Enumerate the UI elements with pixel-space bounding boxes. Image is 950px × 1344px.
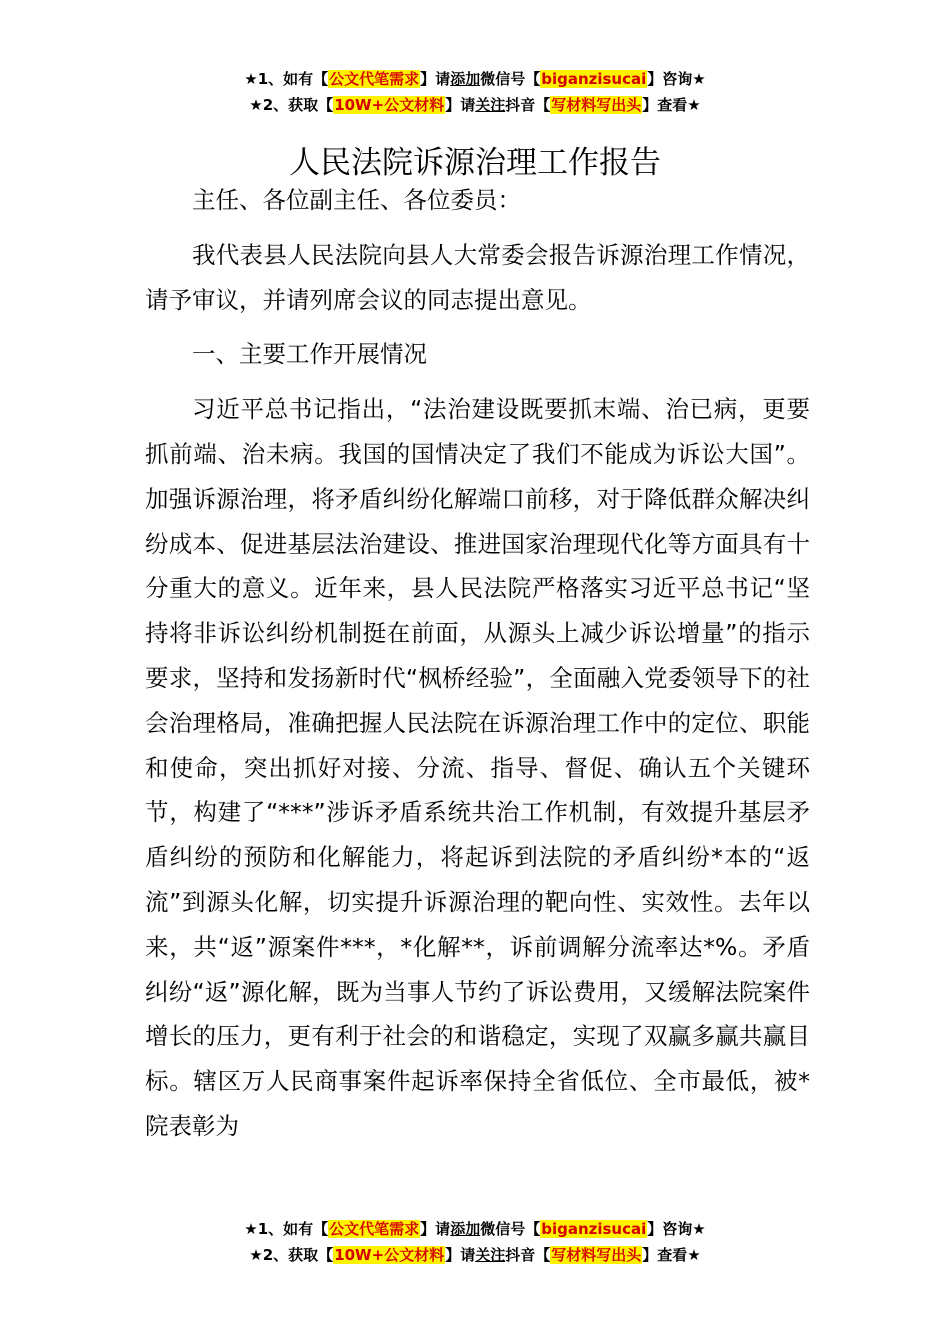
document-title: 人民法院诉源治理工作报告 (289, 144, 661, 181)
body-paragraph: 习近平总书记指出，“法治建设既要抓末端、治已病，更要抓前端、治未病。我国的国情决定了我们不能成为诉讼大国”。加强诉源治理，将矛盾纠纷化解端口前移，对于降低群众解决纠纷成本、促进基层法治建设、推进国家治理现代化等方面具有十分重大的意义。近年来，县人民法院严格落实习近平总书记“坚持将非诉讼纠纷机制挺在前面，从源头上减少诉讼增量”的指示要求，坚持和发扬新时代“枫桥经验”，全面融入党委领导下的社会治理格局，准确把握人民法院在诉源治理工作中的定位、职能和使命，突出抓好对接、分流、指导、督促、确认五个关键环节，构建了“***”涉诉矛盾系统共治工作机制，有效提升基层矛盾纠纷的预防和化解能力，将起诉到法院的矛盾纠纷*本的“返流”到源头化解，切实提升诉源治理的靶向性、实效性。去年以来，共“返”源案件***，*化解**，诉前调解分流率达*%。矛盾纠纷“返”源化解，既为当事人节约了诉讼费用，又缓解法院案件增长的压力，更有利于社会的和谐稳定，实现了双赢多赢共赢目标。辖区万人民商事案件起诉率保持全省低位、全市最低，被*院表彰为 (145, 395, 810, 1140)
banner-line-2: ★2、获取【10W+公文材料】请关注抖音【写材料写出头】查看★ (249, 96, 701, 114)
highlight-wechat-id: biganzisucai (541, 70, 647, 88)
highlight-service: 公文代笔需求 (329, 70, 420, 88)
banner-line-1: ★1、如有【公文代笔需求】请添加微信号【biganzisucai】咨询★ (244, 1220, 706, 1238)
highlight-douyin: 写材料写出头 (551, 1246, 642, 1264)
salutation: 主任、各位副主任、各位委员： (192, 186, 521, 214)
highlight-douyin: 写材料写出头 (551, 96, 642, 114)
banner-line-1: ★1、如有【公文代笔需求】请添加微信号【biganzisucai】咨询★ (244, 70, 706, 88)
highlight-wechat-id: biganzisucai (541, 1220, 647, 1238)
banner-line-2: ★2、获取【10W+公文材料】请关注抖音【写材料写出头】查看★ (249, 1246, 701, 1264)
document-body (145, 178, 810, 1149)
footer-banner (0, 1216, 950, 1268)
highlight-materials: 10W+公文材料 (334, 1246, 445, 1264)
header-banner (0, 66, 950, 118)
section-heading: 一、主要工作开展情况 (192, 340, 427, 369)
highlight-materials: 10W+公文材料 (334, 96, 445, 114)
highlight-service: 公文代笔需求 (329, 1220, 420, 1238)
intro-paragraph: 我代表县人民法院向县人大常委会报告诉源治理工作情况，请予审议，并请列席会议的同志提出意见。 (145, 240, 810, 314)
